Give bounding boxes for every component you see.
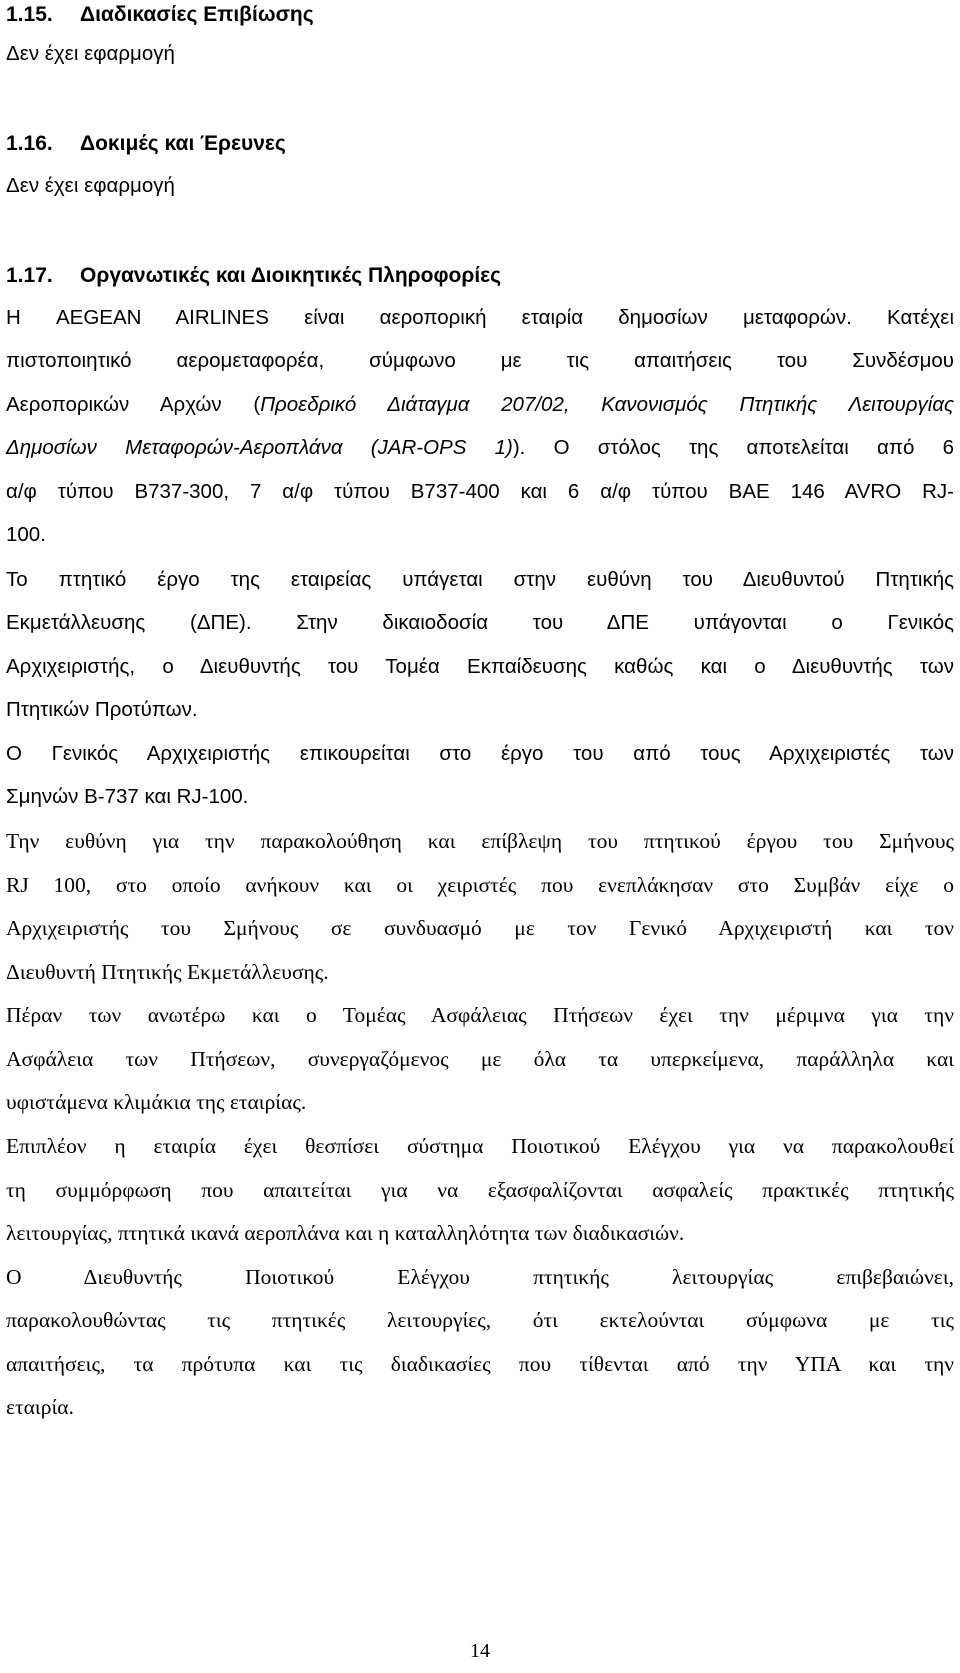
section-number: 1.16. bbox=[6, 132, 53, 155]
italic-text: Προεδρικό Διάταγμα 207/02, Κανονισμός Πτητικής Λειτουργίας bbox=[260, 393, 954, 416]
paragraph-line: Πέραν των ανωτέρω και ο Τομέας Ασφάλειας Πτήσεων έχει την μέριμνα για την bbox=[6, 1003, 954, 1027]
page-number: 14 bbox=[470, 1640, 490, 1662]
paragraph-line: Εκμετάλλευσης (ΔΠΕ). Στην δικαιοδοσία του ΔΠΕ υπάγονται ο Γενικός bbox=[6, 611, 954, 634]
paragraph-line: Πτητικών Προτύπων. bbox=[6, 698, 198, 721]
paragraph-line: Το πτητικό έργο της εταιρείας υπάγεται στην ευθύνη του Διευθυντού Πτητικής bbox=[6, 568, 954, 591]
paragraph-line: 100. bbox=[6, 523, 46, 546]
italic-text: Δημοσίων Μεταφορών-Αεροπλάνα (JAR-OPS 1) bbox=[6, 436, 513, 459]
paragraph-line: παρακολουθώντας τις πτητικές λειτουργίες, ότι εκτελούνται σύμφωνα με τις bbox=[6, 1308, 954, 1332]
paragraph-line: α/φ τύπου B737-300, 7 α/φ τύπου B737-400 και 6 α/φ τύπου BAE 146 AVRO RJ- bbox=[6, 480, 954, 503]
section-title: Οργανωτικές και Διοικητικές Πληροφορίες bbox=[80, 264, 502, 287]
section-title: Διαδικασίες Επιβίωσης bbox=[80, 3, 314, 26]
paragraph-line bbox=[6, 395, 954, 416]
paragraph-line: Ο Γενικός Αρχιχειριστής επικουρείται στο έργο του από τους Αρχιχειριστές των bbox=[6, 742, 954, 765]
section-number: 1.17. bbox=[6, 264, 53, 287]
section-heading-1-17 bbox=[6, 265, 954, 286]
paragraph-line: Διευθυντή Πτητικής Εκμετάλλευσης. bbox=[6, 960, 329, 984]
section-body-1-15: Δεν έχει εφαρμογή bbox=[6, 42, 175, 65]
paragraph-line: Αρχιχειριστής του Σμήνους σε συνδυασμό με τον Γενικό Αρχιχειριστή και τον bbox=[6, 916, 954, 940]
paragraph-line: Η AEGEAN AIRLINES είναι αεροπορική εταιρία δημοσίων μεταφορών. Κατέχει bbox=[6, 306, 954, 329]
paragraph-line: Επιπλέον η εταιρία έχει θεσπίσει σύστημα Ποιοτικού Ελέγχου για να παρακολουθεί bbox=[6, 1134, 954, 1158]
section-heading-1-15 bbox=[6, 4, 954, 25]
section-title: Δοκιμές και Έρευνες bbox=[80, 132, 286, 155]
paragraph-line: Την ευθύνη για την παρακολούθηση και επίβλεψη του πτητικού έργου του Σμήνους bbox=[6, 829, 954, 853]
section-heading-1-16 bbox=[6, 133, 954, 154]
paragraph-line: λειτουργίας, πτητικά ικανά αεροπλάνα και η καταλληλότητα των διαδικασιών. bbox=[6, 1221, 685, 1245]
paragraph-line: RJ 100, στο οποίο ανήκουν και οι χειριστές που ενεπλάκησαν στο Συμβάν είχε ο bbox=[6, 873, 954, 897]
paragraph-line: εταιρία. bbox=[6, 1395, 74, 1419]
paragraph-line bbox=[6, 438, 954, 459]
text-span: Αεροπορικών Αρχών ( bbox=[6, 393, 261, 416]
paragraph-line: τη συμμόρφωση που απαιτείται για να εξασφαλίζονται ασφαλείς πρακτικές πτητικής bbox=[6, 1178, 954, 1202]
paragraph-line: πιστοποιητικό αερομεταφορέα, σύμφωνο με τις απαιτήσεις του Συνδέσμου bbox=[6, 349, 954, 372]
paragraph-line: Αρχιχειριστής, ο Διευθυντής του Τομέα Εκπαίδευσης καθώς και ο Διευθυντής των bbox=[6, 655, 954, 678]
paragraph-line: Ασφάλεια των Πτήσεων, συνεργαζόμενος με όλα τα υπερκείμενα, παράλληλα και bbox=[6, 1047, 954, 1071]
section-number: 1.15. bbox=[6, 3, 53, 26]
paragraph-line: απαιτήσεις, τα πρότυπα και τις διαδικασίες που τίθενται από την ΥΠΑ και την bbox=[6, 1352, 954, 1376]
paragraph-line: Σμηνών Β-737 και RJ-100. bbox=[6, 785, 249, 808]
text-span: ). Ο στόλος της αποτελείται από 6 bbox=[512, 436, 954, 459]
section-body-1-16: Δεν έχει εφαρμογή bbox=[6, 174, 175, 197]
paragraph-line: Ο Διευθυντής Ποιοτικού Ελέγχου πτητικής λειτουργίας επιβεβαιώνει, bbox=[6, 1265, 954, 1289]
paragraph-line: υφιστάμενα κλιμάκια της εταιρίας. bbox=[6, 1090, 307, 1114]
